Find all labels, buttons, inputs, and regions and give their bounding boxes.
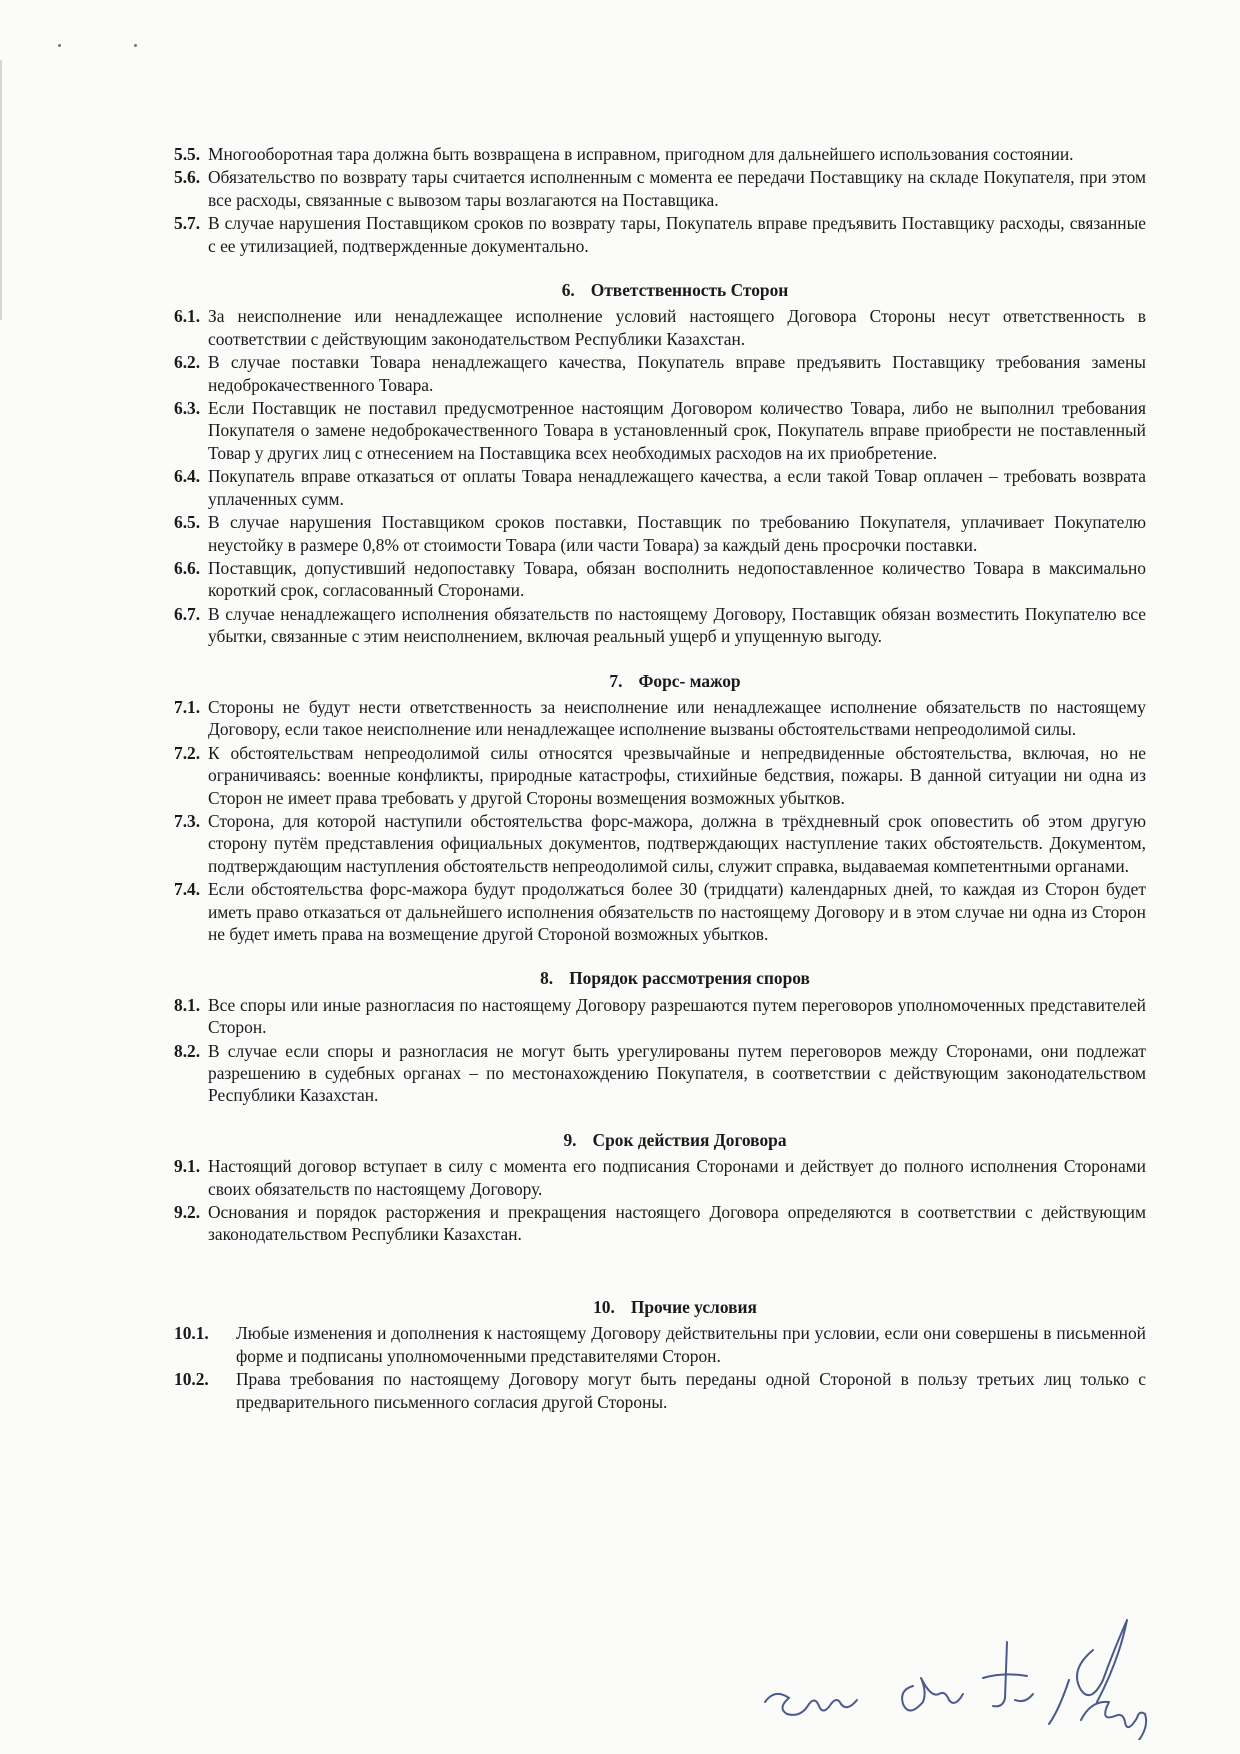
scan-speck [134,44,137,47]
clause-text: Поставщик, допустивший недопоставку Товара, обязан восполнить недопоставленное количество Товара в максимально короткий срок, согласованный Сторонами. [208,557,1146,601]
section-heading [174,279,1146,301]
clause [174,603,1146,648]
clause-text: В случае ненадлежащего исполнения обязательств по настоящему Договору, Поставщик обязан возместить Покупателю все убытки, связанные с этим неисполнением, включая реальный ущерб и упущенную выгоду. [208,603,1146,647]
clause-text: Все споры или иные разногласия по настоящему Договору разрешаются путем переговоров уполномоченных представителей Сторон. [208,994,1146,1038]
section-title: Форс- мажор [638,670,741,691]
clause-number: 9.1. [174,1156,201,1177]
clause [174,878,1146,945]
clause-number: 6.1. [174,306,201,327]
scan-edge-shadow [0,60,2,320]
clause-number: 7.2. [174,742,201,763]
clause-text: Основания и порядок расторжения и прекращения настоящего Договора определяются в соответствии с действующим законодательством Республики Казахстан. [208,1202,1146,1245]
document-page [174,143,1146,1414]
clause [174,810,1146,877]
clause [174,1155,1146,1200]
signature-initials-1 [765,1694,857,1715]
section-7-clauses [174,696,1146,945]
section-heading [174,1129,1146,1151]
clause-text: Если Поставщик не поставил предусмотренное настоящим Договором количество Товара, либо не выполнил требования Покупателя о замене недоброкачественного Товара в установленный срок, Покупатель вправе приобрести не поставленный Товар у других лиц с отнесением на Поставщика всех необходимых расходов на их приобретение. [208,398,1146,463]
clause [174,143,1146,165]
clause [174,1040,1146,1107]
section-heading [174,1296,1146,1318]
clause [174,1368,1146,1413]
clause [174,1201,1146,1246]
section-number: 6. [561,280,575,301]
section-title: Срок действия Договора [592,1129,787,1150]
section-6-clauses [174,305,1146,647]
clause-text: Настоящий договор вступает в силу с момента его подписания Сторонами и действует до полного исполнения Сторонами своих обязательств по настоящему Договору. [208,1156,1146,1199]
section-number: 10. [593,1296,615,1317]
clause-number: 10.2. [174,1369,209,1390]
clause-text: За неисполнение или ненадлежащее исполнение условий настоящего Договора Стороны несут ответственность в соответствии с действующим законодательством Республики Казахстан. [208,306,1146,349]
clause [174,351,1146,396]
scan-speck [58,44,61,47]
clause-text: Многооборотная тара должна быть возвращена в исправном, пригодном для дальнейшего использования состоянии. [208,144,1074,164]
signature-initials-3 [983,1642,1033,1706]
clause-number: 10.1. [174,1323,209,1344]
clause [174,397,1146,464]
clause-number: 7.4. [174,879,201,900]
clause [174,696,1146,741]
section-title: Ответственность Сторон [590,280,789,301]
signature-main [1049,1620,1146,1740]
section-heading [174,670,1146,692]
clause-text: В случае поставки Товара ненадлежащего качества, Покупатель вправе предъявить Поставщику требования замены недоброкачественного Товара. [208,352,1146,395]
clause [174,212,1146,257]
clause-number: 6.2. [174,352,201,373]
clause-number: 6.6. [174,557,201,578]
clause [174,557,1146,602]
clause-number: 6.5. [174,512,201,533]
clause-number: 8.2. [174,1040,201,1061]
clause-number: 6.4. [174,466,201,487]
clause-text: Стороны не будут нести ответственность за неисполнение или ненадлежащее исполнение обязательств по настоящему Договору, если такое неисполнение или ненадлежащее исполнение вызваны обстоятельствами непреодолимой силы. [208,696,1146,740]
clause-text: Если обстоятельства форс-мажора будут продолжаться более 30 (тридцати) календарных дней, то каждая из Сторон будет иметь право отказаться от дальнейшего исполнения обязательств по настоящему Договору и в этом случае ни одна из Сторон не будет иметь права на возмещение другой Стороной возможных убытков. [208,879,1146,944]
clause-text: Обязательство по возврату тары считается исполненным с момента ее передачи Поставщику на складе Покупателя, при этом все расходы, связанные с вывозом тары возлагаются на Поставщика. [208,167,1146,210]
clause-text: В случае нарушения Поставщиком сроков по возврату тары, Покупатель вправе предъявить Поставщику расходы, связанные с ее утилизацией, подтвержденные документально. [208,213,1146,256]
section-number: 8. [540,968,554,989]
clause-number: 8.1. [174,994,201,1015]
clause-number: 6.7. [174,603,201,624]
clause-text: В случае если споры и разногласия не могут быть урегулированы путем переговоров между Сторонами, они подлежат разрешению в судебных органах – по местонахождению Покупателя, в соответствии с действующим законодательством Республики Казахстан. [208,1040,1146,1106]
clause-text: В случае нарушения Поставщиком сроков поставки, Поставщик по требованию Покупателя, уплачивает Покупателю неустойку в размере 0,8% от стоимости Товара (или части Товара) за каждый день просрочки поставки. [208,512,1146,555]
clause [174,1322,1146,1367]
clause-text: Сторона, для которой наступили обстоятельства форс-мажора, должна в трёхдневный срок оповестить об этом другую сторону путём представления официальных документов, подтверждающих наступление таких обстоятельств. Документом, подтверждающим наступления обстоятельств непреодолимой силы, служит справка, выдаваемая компетентными органами. [208,810,1146,876]
clause [174,994,1146,1039]
signatures [745,1590,1205,1740]
clause-text: Любые изменения и дополнения к настоящему Договору действительны при условии, если они совершены в письменной форме и подписаны уполномоченными представителями Сторон. [236,1323,1146,1366]
clause-number: 7.1. [174,696,201,717]
section-10-clauses [174,1322,1146,1413]
clause-text: К обстоятельствам непреодолимой силы относятся чрезвычайные и непредвиденные обстоятельства, включая, но не ограничиваясь: военные конфликты, природные катастрофы, стихийные бедствия, пожары. В данной ситуации ни одна из Сторон не имеет права требовать у другой Стороны возмещения возможных убытков. [208,742,1146,808]
clause [174,511,1146,556]
section-number: 9. [563,1129,577,1150]
section-8-clauses [174,994,1146,1107]
section-number: 7. [609,670,623,691]
section-5-continuation [174,143,1146,257]
clause-number: 5.5. [174,144,201,164]
clause-number: 5.6. [174,167,201,188]
clause-number: 6.3. [174,398,201,419]
clause [174,166,1146,211]
clause [174,465,1146,510]
clause-number: 5.7. [174,213,201,234]
clause [174,742,1146,809]
clause [174,305,1146,350]
section-title: Порядок рассмотрения споров [569,968,810,989]
clause-number: 9.2. [174,1202,201,1223]
clause-text: Покупатель вправе отказаться от оплаты Товара ненадлежащего качества, а если такой Товар оплачен – требовать возврата уплаченных сумм. [208,466,1146,509]
section-heading [174,967,1146,989]
clause-text: Права требования по настоящему Договору могут быть переданы одной Стороной в пользу третьих лиц только с предварительного письменного согласия другой Стороны. [236,1369,1146,1412]
section-9-clauses [174,1155,1146,1246]
section-title: Прочие условия [630,1296,757,1317]
clause-number: 7.3. [174,810,201,831]
signature-initials-2 [902,1678,963,1711]
